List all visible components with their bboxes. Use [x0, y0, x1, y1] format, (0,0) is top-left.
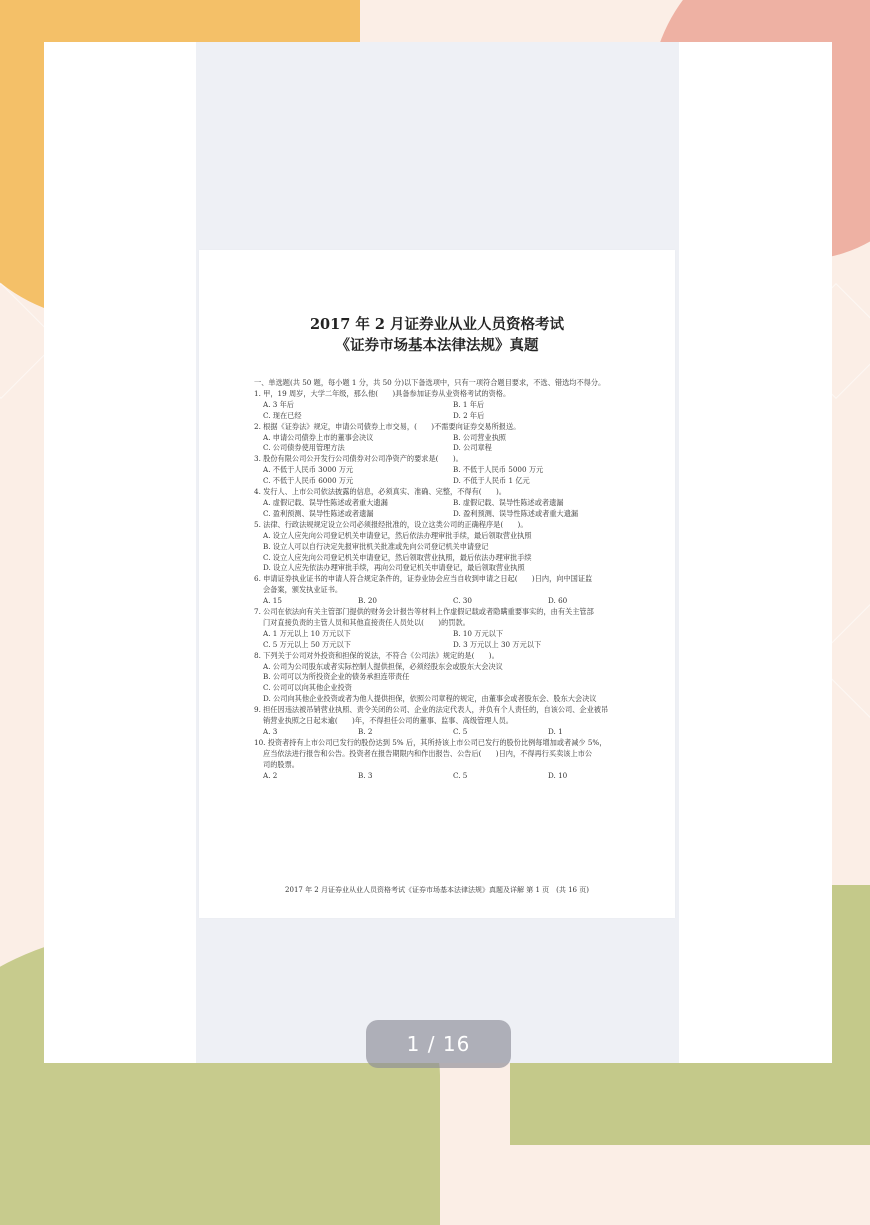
question-text: 8. 下列关于公司对外投资和担保的说法，不符合《公司法》规定的是( )。	[254, 650, 499, 660]
answer-option: D. 公司章程	[453, 443, 492, 453]
answer-option: D. 公司向其他企业投资或者为他人提供担保，依照公司章程的规定，由董事会或者股东会、股东大会决议	[263, 694, 597, 704]
question-item	[254, 705, 654, 738]
question-text: 6. 申请证券执业证书的申请人符合规定条件的，证券业协会应当自收到申请之日起( )日内，向中国证监	[254, 574, 593, 584]
question-text: 3. 股份有限公司公开发行公司债券对公司净资产的要求是( )。	[254, 454, 463, 464]
answer-option-row	[254, 640, 654, 651]
answer-option: B. 3	[358, 770, 373, 780]
answer-option: C. 不低于人民币 6000 万元	[263, 476, 354, 486]
answer-option-row	[254, 411, 654, 422]
answer-option: A. 3 年后	[263, 399, 294, 409]
answer-option: A. 设立人应先向公司登记机关申请登记，然后依法办理审批手续，最后领取营业执照	[263, 530, 532, 540]
question-item	[254, 574, 654, 607]
answer-option: C. 设立人应先向公司登记机关申请登记，然后领取营业执照，最后依法办理审批手续	[263, 552, 532, 562]
answer-option: B. 公司可以为所投资企业的债务承担连带责任	[263, 672, 410, 682]
answer-option: A. 虚假记载、误导性陈述或者重大遗漏	[263, 497, 388, 507]
question-item	[254, 738, 654, 782]
answer-option: C. 30	[453, 596, 472, 606]
answer-option: C. 盈利预测、误导性陈述或者遗漏	[263, 508, 374, 518]
answer-option: C. 5 万元以上 50 万元以下	[263, 639, 351, 649]
question-list	[254, 378, 654, 782]
question-item	[254, 651, 654, 706]
page-footer: 2017 年 2 月证券业从业人员资格考试《证券市场基本法律法规》真题及详解 第 1 页 (共 16 页)	[285, 886, 589, 894]
answer-option: D. 3 万元以上 30 万元以下	[453, 639, 542, 649]
answer-option: C. 现在已经	[263, 410, 302, 420]
answer-option-row	[254, 443, 654, 454]
document-title: 2017 年 2 月证券业从业人员资格考试	[309, 316, 565, 333]
answer-option-row	[254, 771, 654, 782]
answer-option: C. 公司债券使用管理方法	[263, 443, 345, 453]
answer-option-row	[254, 727, 654, 738]
answer-option: C. 5	[453, 770, 468, 780]
question-text: 10. 投资者持有上市公司已发行的股份达到 5% 后，其所持该上市公司已发行的股份比例每增加或者减少 5%，	[254, 737, 607, 747]
answer-option: A. 2	[263, 770, 278, 780]
question-item	[254, 607, 654, 651]
answer-option-row	[254, 476, 654, 487]
answer-option-row	[254, 509, 654, 520]
answer-option: A. 申请公司债券上市的董事会决议	[263, 432, 374, 442]
answer-option: C. 5	[453, 727, 468, 736]
answer-option: A. 1 万元以上 10 万元以下	[263, 628, 351, 638]
answer-option: B. 设立人可以自行决定先报审批机关批准或先向公司登记机关申请登记	[263, 541, 489, 551]
question-text: 7. 公司在依法向有关主管部门提供的财务会计报告等材料上作虚假记载或者隐瞒重要事实的，由有关主管部	[254, 607, 594, 617]
answer-option: D. 10	[548, 770, 568, 780]
answer-option-row	[254, 465, 654, 476]
question-item	[254, 422, 654, 455]
page-indicator: 1 / 16	[366, 1020, 511, 1068]
answer-option-row	[254, 498, 654, 509]
question-text: 4. 发行人、上市公司依法披露的信息，必须真实、准确、完整，不得有( )。	[254, 487, 506, 497]
answer-option: D. 设立人应先依法办理审批手续，再向公司登记机关申请登记，最后领取营业执照	[263, 563, 525, 573]
answer-option: D. 60	[548, 596, 568, 606]
document-subtitle: 《证券市场基本法律法规》真题	[335, 337, 539, 354]
answer-option: D. 1	[548, 727, 563, 736]
answer-option: D. 2 年后	[453, 410, 485, 420]
question-text: 2. 根据《证券法》规定，申请公司债券上市交易，( )不需要向证券交易所报送。	[254, 421, 521, 431]
section-heading: 一、单选题(共 50 题，每小题 1 分，共 50 分)以下备选项中，只有一项符合题目要求，不选、错选均不得分。	[254, 378, 606, 387]
question-text: 1. 甲，19 周岁，大学二年级，那么他( )具备参加证券从业资格考试的资格。	[254, 388, 511, 398]
answer-option: A. 不低于人民币 3000 万元	[263, 465, 354, 475]
answer-option: A. 公司为公司股东或者实际控制人提供担保，必须经股东会或股东大会决议	[263, 661, 503, 671]
answer-option: A. 3	[263, 727, 278, 736]
question-text-continued: 应当依法进行报告和公告。投资者在报告期限内和作出报告、公告后( )日内，不得再行买卖该上市公	[263, 748, 593, 758]
answer-option-row	[254, 433, 654, 444]
question-text: 9. 担任因违法被吊销营业执照、责令关闭的公司、企业的法定代表人，并负有个人责任的，自该公司、企业被吊	[254, 705, 609, 715]
question-item	[254, 487, 654, 520]
answer-option: B. 2	[358, 727, 373, 736]
question-text-continued: 会备案，颁发执业证书。	[263, 585, 343, 595]
answer-option: B. 虚假记载、误导性陈述或者遗漏	[453, 497, 564, 507]
question-text-continued: 司的股票。	[263, 759, 299, 769]
question-item	[254, 389, 654, 422]
answer-option-row	[254, 596, 654, 607]
answer-option-row	[254, 629, 654, 640]
document-page	[199, 250, 675, 918]
answer-option: C. 公司可以向其他企业投资	[263, 683, 352, 693]
answer-option: D. 不低于人民币 1 亿元	[453, 476, 530, 486]
question-text: 5. 法律、行政法规规定设立公司必须报经批准的，设立这类公司的正确程序是( )。	[254, 519, 528, 529]
answer-option: D. 盈利预测、误导性陈述或者重大遗漏	[453, 508, 579, 518]
question-item	[254, 520, 654, 575]
answer-option: B. 20	[358, 596, 377, 606]
question-item	[254, 454, 654, 487]
question-text-continued: 门对直接负责的主管人员和其他直接责任人员处以( )的罚款。	[263, 617, 470, 627]
answer-option: B. 1 年后	[453, 399, 485, 409]
answer-option: A. 15	[263, 596, 282, 606]
answer-option: B. 10 万元以下	[453, 628, 504, 638]
answer-option-row	[254, 400, 654, 411]
question-text-continued: 销营业执照之日起未逾( )年，不得担任公司的董事、监事、高级管理人员。	[263, 716, 513, 726]
answer-option: B. 公司营业执照	[453, 432, 506, 442]
answer-option: B. 不低于人民币 5000 万元	[453, 465, 544, 475]
